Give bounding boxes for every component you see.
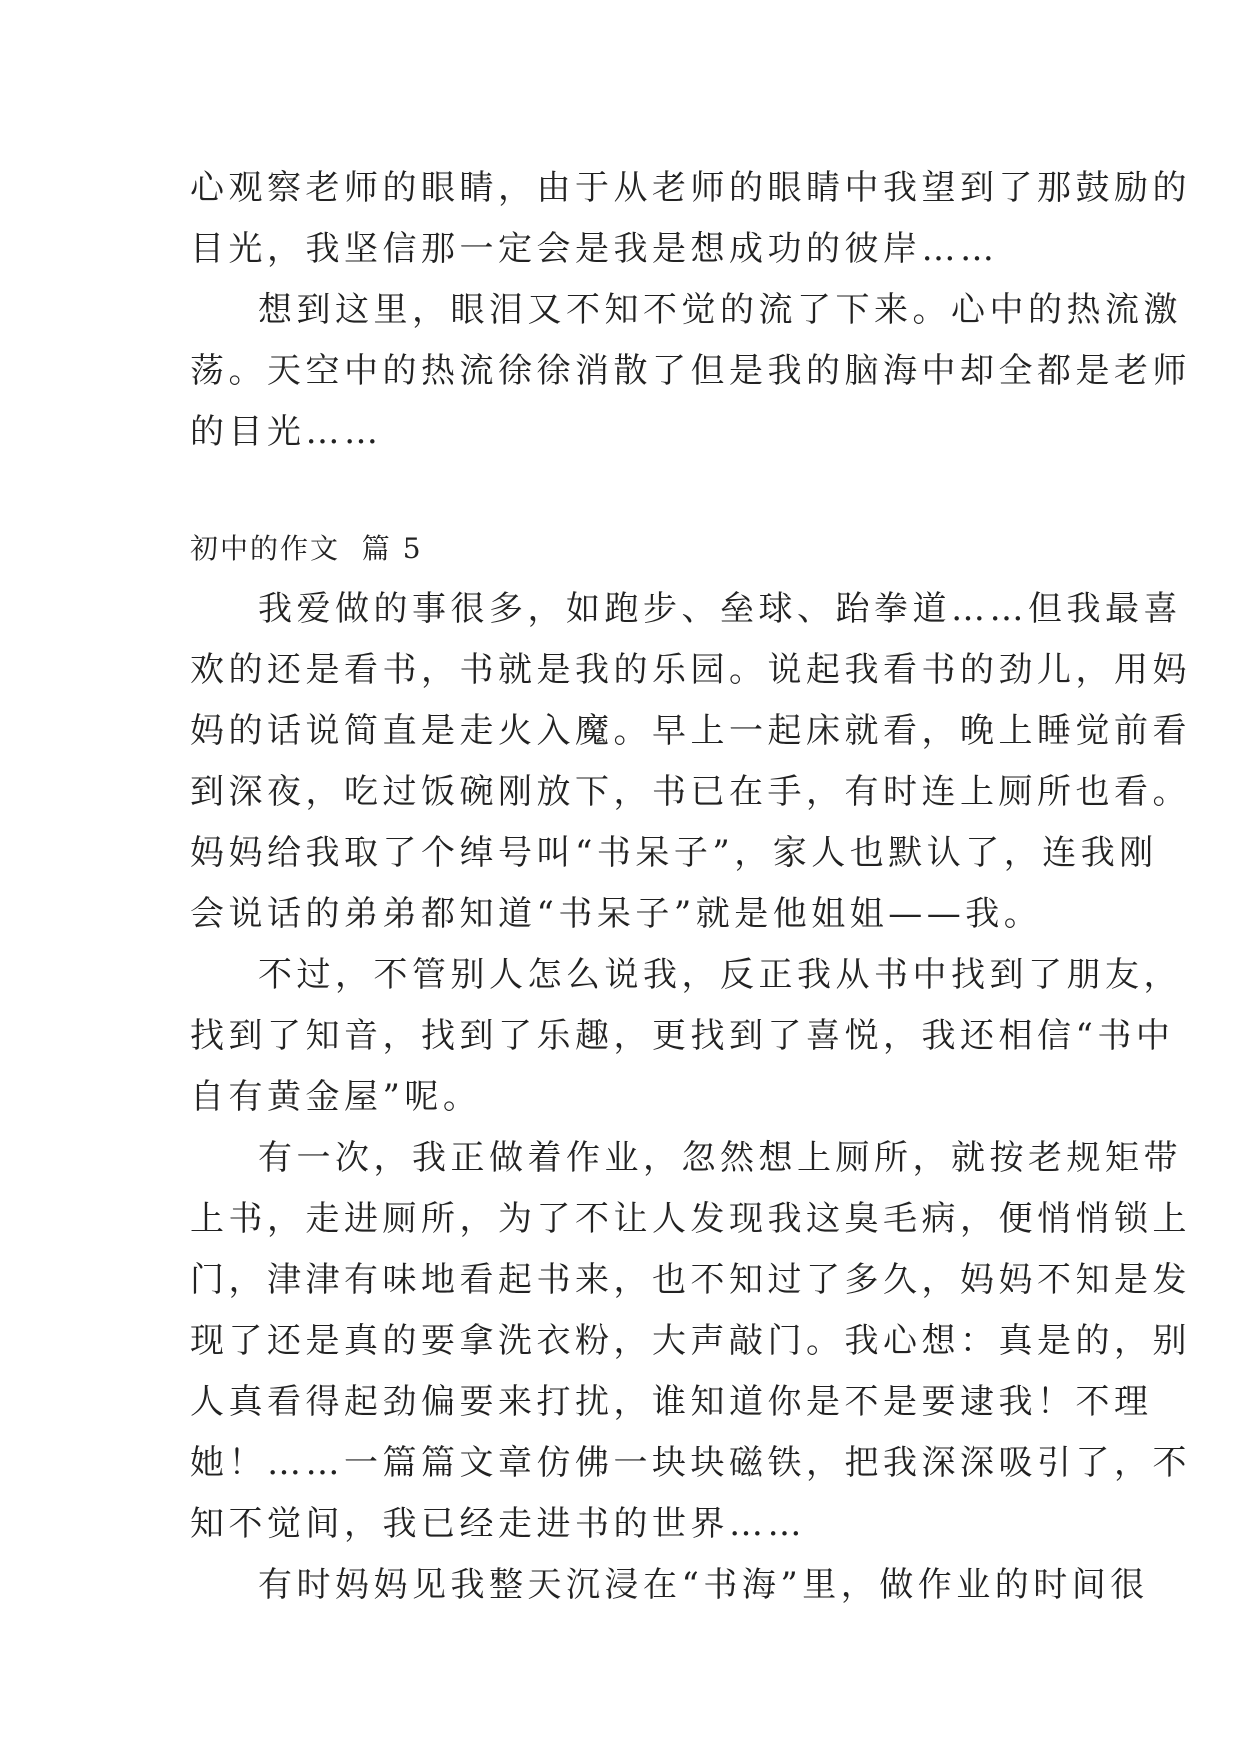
section-heading: 初中的作文 篇 5 <box>190 532 423 565</box>
section-spacer <box>190 463 1060 518</box>
text-line: 的目光…… <box>190 412 383 452</box>
text-line: 有时妈妈见我整天沉浸在“书海”里，做作业的时间很 <box>258 1565 1149 1605</box>
text-line: 有一次，我正做着作业，忽然想上厕所，就按老规矩带 <box>258 1138 1182 1178</box>
text-line: 会说话的弟弟都知道“书呆子”就是他姐姐——我。 <box>190 894 1043 934</box>
text-line: 妈的话说简直是走火入魔。早上一起床就看，晚上睡觉前看 <box>190 711 1191 751</box>
essay-5-body <box>190 579 1191 1616</box>
text-line: 知不觉间，我已经走进书的世界…… <box>190 1504 806 1544</box>
essay-4-ending <box>190 158 1191 463</box>
text-line: 到深夜，吃过饭碗刚放下，书已在手，有时连上厕所也看。 <box>190 772 1191 812</box>
text-line: 不过，不管别人怎么说我，反正我从书中找到了朋友， <box>258 955 1182 995</box>
text-line: 目光，我坚信那一定会是我是想成功的彼岸…… <box>190 229 999 269</box>
text-line: 上书，走进厕所，为了不让人发现我这臭毛病，便悄悄锁上 <box>190 1199 1191 1239</box>
text-line: 心观察老师的眼睛，由于从老师的眼睛中我望到了那鼓励的 <box>190 168 1191 208</box>
text-line: 欢的还是看书，书就是我的乐园。说起我看书的劲儿，用妈 <box>190 650 1191 690</box>
text-line: 人真看得起劲偏要来打扰，谁知道你是不是要逮我！不理 <box>190 1382 1153 1422</box>
text-line: 她！……一篇篇文章仿佛一块块磁铁，把我深深吸引了，不 <box>190 1443 1191 1483</box>
text-line: 找到了知音，找到了乐趣，更找到了喜悦，我还相信“书中 <box>190 1016 1175 1056</box>
document-page <box>190 158 1191 1616</box>
text-line: 门，津津有味地看起书来，也不知过了多久，妈妈不知是发 <box>190 1260 1191 1300</box>
text-line: 妈妈给我取了个绰号叫“书呆子”，家人也默认了，连我刚 <box>190 833 1158 873</box>
text-line: 我爱做的事很多，如跑步、垒球、跆拳道……但我最喜 <box>258 589 1182 629</box>
text-line: 现了还是真的要拿洗衣粉，大声敲门。我心想：真是的，别 <box>190 1321 1191 1361</box>
text-line: 荡。天空中的热流徐徐消散了但是我的脑海中却全都是老师 <box>190 351 1191 391</box>
text-line: 想到这里，眼泪又不知不觉的流了下来。心中的热流激 <box>258 290 1182 330</box>
text-line: 自有黄金屋”呢。 <box>190 1077 482 1117</box>
